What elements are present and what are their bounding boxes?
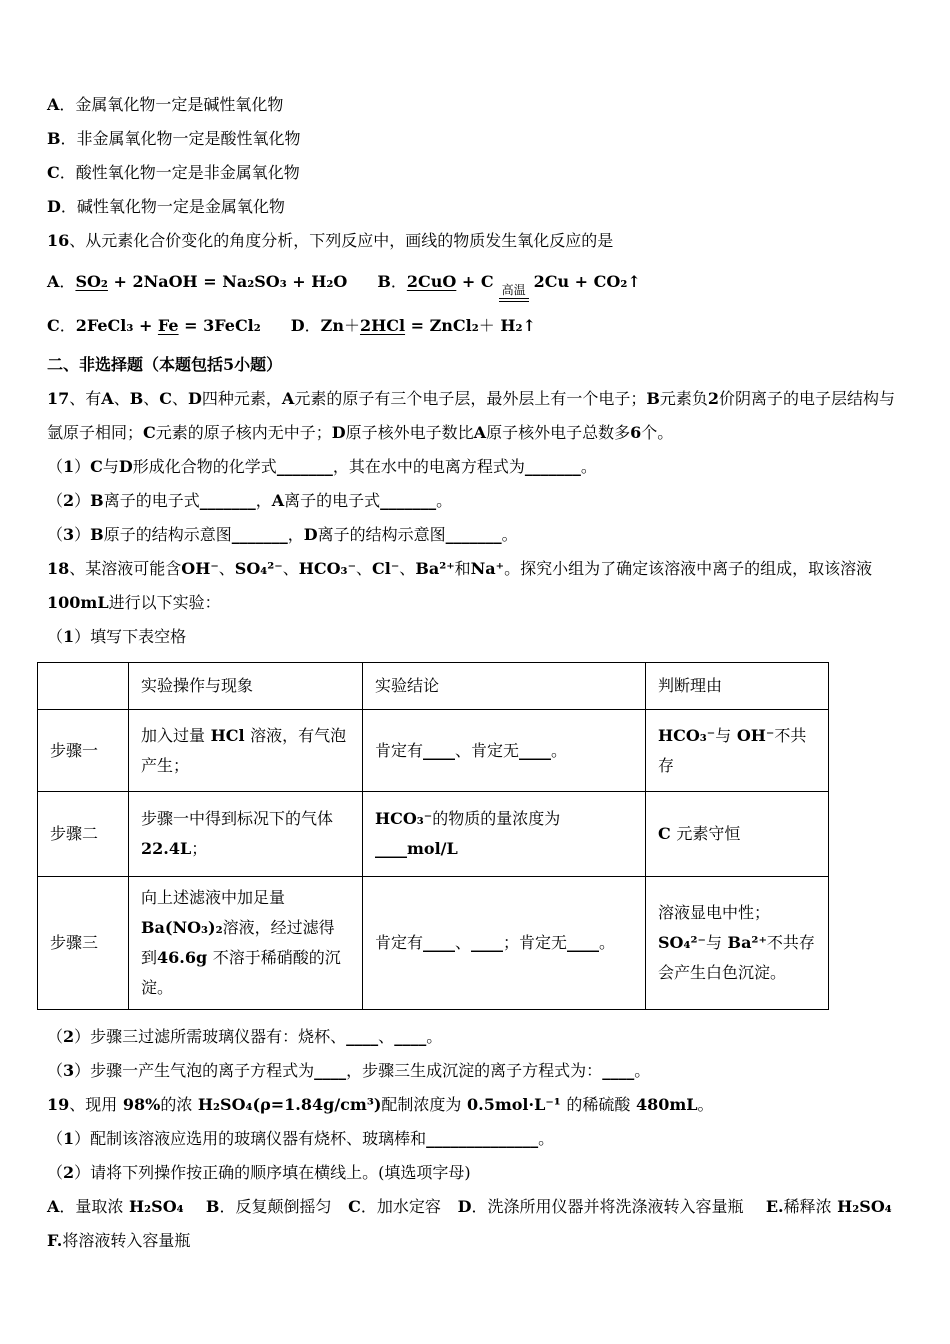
choice-option-a: A．金属氧化物一定是碱性氧化物 — [47, 95, 284, 114]
reaction-condition-label: 高温 — [499, 283, 529, 299]
table-cell: 步骤一中得到标况下的气体 22.4L； — [129, 792, 363, 877]
table-header-cell-operation: 实验操作与现象 — [129, 663, 363, 710]
q16-option-d-equation-left: Zn＋ — [320, 316, 360, 335]
q16-option-d-label: D． — [290, 316, 321, 335]
q19-order-options-line-2: F.将溶液转入容量瓶 — [47, 1231, 191, 1250]
table-cell: 肯定有____、____；肯定无____。 — [363, 877, 646, 1010]
table-cell: 步骤三 — [38, 877, 129, 1010]
table-header-cell-conclusion: 实验结论 — [363, 663, 646, 710]
table-header-cell-reason: 判断理由 — [646, 663, 829, 710]
table-cell: 向上述滤液中加足量Ba(NO₃)₂溶液，经过滤得到46.6g 不溶于稀硝酸的沉淀。 — [129, 877, 363, 1010]
table-cell: HCO₃⁻与 OH⁻不共存 — [646, 710, 829, 792]
q16-option-a-equation: + 2NaOH = Na₂SO₃ + H₂O — [107, 272, 348, 291]
q16-option-c-equation-right: = 3FeCl₂ — [178, 316, 261, 335]
q16-option-b-equation-left: + C — [456, 272, 494, 291]
table-cell: 步骤二 — [38, 792, 129, 877]
section-2-heading: 二、非选择题（本题包括5小题） — [47, 355, 283, 374]
q16-option-a-label: A． — [47, 272, 76, 291]
table-cell: 加入过量 HCl 溶液，有气泡产生； — [129, 710, 363, 792]
choice-option-b: B．非金属氧化物一定是酸性氧化物 — [47, 129, 301, 148]
q18-sub-2: （2）步骤三过滤所需玻璃仪器有：烧杯、____、____。 — [47, 1027, 443, 1046]
q16-option-b-label: B． — [377, 272, 407, 291]
q19-order-options-line-1: A．量取浓 H₂SO₄ B．反复颠倒摇匀 C．加水定容 D．洗涤所用仪器并将洗涤液转入容量瓶 E.稀释浓 H₂SO₄ — [47, 1197, 892, 1216]
table-header-row — [38, 663, 829, 710]
q18-experiment-table — [37, 662, 829, 1010]
q16-option-b — [377, 272, 641, 297]
q18-sub-1: （1）填写下表空格 — [47, 627, 187, 646]
q18-sub-3: （3）步骤一产生气泡的离子方程式为____，步骤三生成沉淀的离子方程式为：____。 — [47, 1061, 651, 1080]
q17-sub-3: （3）B原子的结构示意图_______，D离子的结构示意图_______。 — [47, 525, 518, 544]
q17-sub-2: （2）B离子的电子式_______，A离子的电子式_______。 — [47, 491, 453, 510]
table-cell: 溶液显电中性；SO₄²⁻与 Ba²⁺不共存会产生白色沉淀。 — [646, 877, 829, 1010]
q16-option-b-equation-right: 2Cu + CO₂↑ — [533, 272, 641, 291]
q16-option-c-underlined-formula: Fe — [157, 316, 179, 335]
table-header-cell-step — [38, 663, 129, 710]
table-row — [38, 710, 829, 792]
choice-option-c: C．酸性氧化物一定是非金属氧化物 — [47, 163, 300, 182]
table-row — [38, 877, 829, 1010]
q16-options-row-2 — [47, 308, 905, 344]
q16-option-d-equation-right: = ZnCl₂＋ H₂↑ — [405, 316, 536, 335]
reaction-condition-bar — [499, 299, 529, 302]
q16-options-row-1 — [47, 264, 905, 302]
q17-sub-1: （1）C与D形成化合物的化学式_______，其在水中的电离方程式为_______。 — [47, 457, 597, 476]
q16-option-d — [291, 316, 536, 335]
q16-option-c-label: C． — [47, 316, 76, 335]
q16-option-d-underlined-formula: 2HCl — [359, 316, 406, 335]
q19-sub-2: （2）请将下列操作按正确的顺序填在横线上。(填选项字母) — [47, 1163, 471, 1182]
q16-option-c — [47, 316, 261, 335]
table-cell: HCO₃⁻的物质的量浓度为____mol/L — [363, 792, 646, 877]
q19-sub-1: （1）配制该溶液应选用的玻璃仪器有烧杯、玻璃棒和______________。 — [47, 1129, 555, 1148]
table-row — [38, 792, 829, 877]
q16-option-a — [47, 272, 347, 291]
q16-option-b-underlined-formula: 2CuO — [406, 272, 457, 291]
reaction-condition — [499, 283, 529, 302]
q16-option-c-equation-left: 2FeCl₃ + — [75, 316, 158, 335]
table-cell: C 元素守恒 — [646, 792, 829, 877]
table-cell: 步骤一 — [38, 710, 129, 792]
choice-option-d: D．碱性氧化物一定是金属氧化物 — [47, 197, 285, 216]
q18-stem: 18、某溶液可能含OH⁻、SO₄²⁻、HCO₃⁻、Cl⁻、Ba²⁺和Na⁺。探究小组为了确定该溶液中离子的组成，取该溶液100mL进行以下实验： — [47, 559, 873, 612]
q17-stem: 17、有A、B、C、D四种元素，A元素的原子有三个电子层，最外层上有一个电子；B元素负2价阴离子的电子层结构与氩原子相同；C元素的原子核内无中子；D原子核外电子数比A原子核外电子总数多6个。 — [47, 389, 896, 442]
q16-stem: 16、从元素化合价变化的角度分析，下列反应中，画线的物质发生氧化反应的是 — [47, 231, 614, 250]
q16-option-a-underlined-formula: SO₂ — [75, 272, 108, 291]
table-cell: 肯定有____、肯定无____。 — [363, 710, 646, 792]
q19-stem: 19、现用 98%的浓 H₂SO₄(ρ=1.84g/cm³)配制浓度为 0.5mol·L⁻¹ 的稀硫酸 480mL。 — [47, 1095, 714, 1114]
